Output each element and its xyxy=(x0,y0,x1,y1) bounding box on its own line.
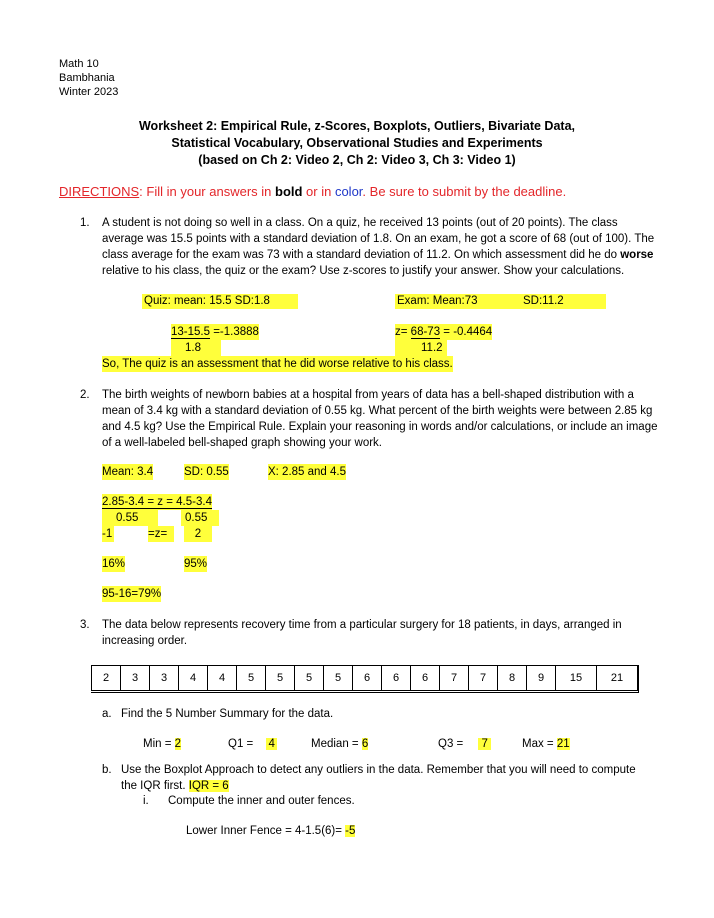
q3a-prompt: Find the 5 Number Summary for the data. xyxy=(121,708,334,720)
q3-number: 3. xyxy=(80,619,90,631)
q1-value: 4 xyxy=(268,738,275,750)
q2-percent-right: 95% xyxy=(184,558,208,570)
q1-quiz-stats: Quiz: mean: 15.5 SD:1.8 xyxy=(144,295,270,307)
q3-summary: Q3 = 7 xyxy=(438,736,491,752)
q3b-letter: b. xyxy=(102,764,112,776)
min-value: 2 xyxy=(174,738,182,750)
q2-number: 2. xyxy=(80,389,90,401)
q3-prompt: The data below represents recovery time from a particular surgery for 18 patients, in days, arranged in increasing order. xyxy=(102,619,622,647)
table-cell: 15 xyxy=(556,666,597,691)
bold-word: bold xyxy=(275,184,303,199)
q2-percent-left: 16% xyxy=(102,558,126,570)
table-cell: 21 xyxy=(597,666,638,691)
table-row xyxy=(92,666,638,691)
max-summary: Max = 21 xyxy=(522,738,570,750)
directions: DIRECTIONS: Fill in your answers in bold or in color. Be sure to submit by the deadline. xyxy=(59,184,567,199)
q2-z-right: 2 xyxy=(184,526,212,542)
q2-z-left: -1 xyxy=(102,528,113,540)
table-cell: 7 xyxy=(440,666,469,691)
worksheet-title-line1: Worksheet 2: Empirical Rule, z-Scores, Boxplots, Outliers, Bivariate Data, xyxy=(138,119,576,133)
q2-mean: Mean: 3.4 xyxy=(102,466,154,478)
q2-z-expression: 2.85-3.4 = z = 4.5-3.4 xyxy=(102,496,212,508)
q2-sd: SD: 0.55 xyxy=(184,466,229,478)
table-cell: 5 xyxy=(266,666,295,691)
recovery-times-table xyxy=(91,665,638,691)
table-cell: 9 xyxy=(527,666,556,691)
q3b-prompt-line2: the IQR first. IQR = 6 xyxy=(121,780,229,792)
q1-prompt: A student is not doing so well in a class. On a quiz, he received 13 points (out of 20 points). The class average was 15.5 points with a standard deviation of 1.8. On an exam, he got a score of 68 (out of 100). The class average for the exam was 73 with a standard deviation of 11.2. On which assessment did he do worse relative to his class, the quiz or the exam? Use z-scores to justify your answer. Show your calculations. xyxy=(102,217,655,277)
table-cell: 6 xyxy=(382,666,411,691)
q2-denominator-right: 0.55 xyxy=(181,510,219,526)
q3a-letter: a. xyxy=(102,708,112,720)
table-cell: 8 xyxy=(498,666,527,691)
table-cell: 7 xyxy=(469,666,498,691)
term: Winter 2023 xyxy=(59,86,119,98)
q2-z-mid: =z= xyxy=(148,526,174,542)
worksheet-title-line3: (based on Ch 2: Video 2, Ch 2: Video 3, Ch 3: Video 1) xyxy=(198,153,516,167)
median-value: 6 xyxy=(361,738,369,750)
table-cell: 4 xyxy=(179,666,208,691)
q1-exam-stats-mean: Exam: Mean:73 xyxy=(397,295,478,307)
worksheet-title-line2: Statistical Vocabulary, Observational Studies and Experiments xyxy=(171,136,543,150)
q3b-i-label: i. xyxy=(143,795,149,807)
table-cell: 6 xyxy=(411,666,440,691)
color-word: color xyxy=(334,184,363,199)
q1-summary: Q1 = 4 xyxy=(228,738,275,750)
q1-quiz-zscore: 13-15.5 =-1.3888 xyxy=(171,326,259,338)
q1-number: 1. xyxy=(80,217,90,229)
q3b-i-prompt: Compute the inner and outer fences. xyxy=(168,795,355,807)
iqr-value: IQR = 6 xyxy=(188,780,229,792)
min-summary: Min = 2 xyxy=(143,738,182,750)
median-summary: Median = 6 xyxy=(311,738,369,750)
lower-inner-fence: Lower Inner Fence = 4-1.5(6)= -5 xyxy=(186,825,356,837)
table-cell: 6 xyxy=(353,666,382,691)
instructor-name: Bambhania xyxy=(59,72,115,84)
q2-x-values: X: 2.85 and 4.5 xyxy=(268,466,347,478)
table-cell: 3 xyxy=(150,666,179,691)
max-value: 21 xyxy=(556,738,570,750)
q1-conclusion: So, The quiz is an assessment that he did worse relative to his class. xyxy=(102,358,453,370)
table-cell: 2 xyxy=(92,666,121,691)
lower-inner-fence-value: -5 xyxy=(345,825,356,837)
table-cell: 3 xyxy=(121,666,150,691)
q2-denominator-left: 0.55 xyxy=(102,510,158,526)
table-cell: 4 xyxy=(208,666,237,691)
course-name: Math 10 xyxy=(59,58,99,70)
q2-prompt: The birth weights of newborn babies at a hospital from years of data has a bell-shaped distribution with a mean of 3.4 kg with a standard deviation of 0.55 kg. What percent of the birth weights were between 2.85 kg and 4.5 kg? Use the Empirical Rule. Explain your reasoning in words and/or calculations, or include an image of a well-labeled bell-shaped graph showing your work. xyxy=(102,389,658,449)
q1-exam-denominator: 11.2 xyxy=(395,340,447,356)
table-cell: 5 xyxy=(237,666,266,691)
directions-label: DIRECTIONS xyxy=(59,184,140,199)
q1-exam-stats-sd: SD:11.2 xyxy=(523,295,564,307)
q3b-prompt-line1: Use the Boxplot Approach to detect any outliers in the data. Remember that you will need to compute xyxy=(121,764,636,776)
q1-quiz-denominator: 1.8 xyxy=(171,340,221,356)
q1-exam-zscore: z= 68-73 = -0.4464 xyxy=(395,326,493,338)
table-cell: 5 xyxy=(324,666,353,691)
q3-value: 7 xyxy=(478,738,490,750)
table-cell: 5 xyxy=(295,666,324,691)
q2-answer: 95-16=79% xyxy=(102,588,162,600)
